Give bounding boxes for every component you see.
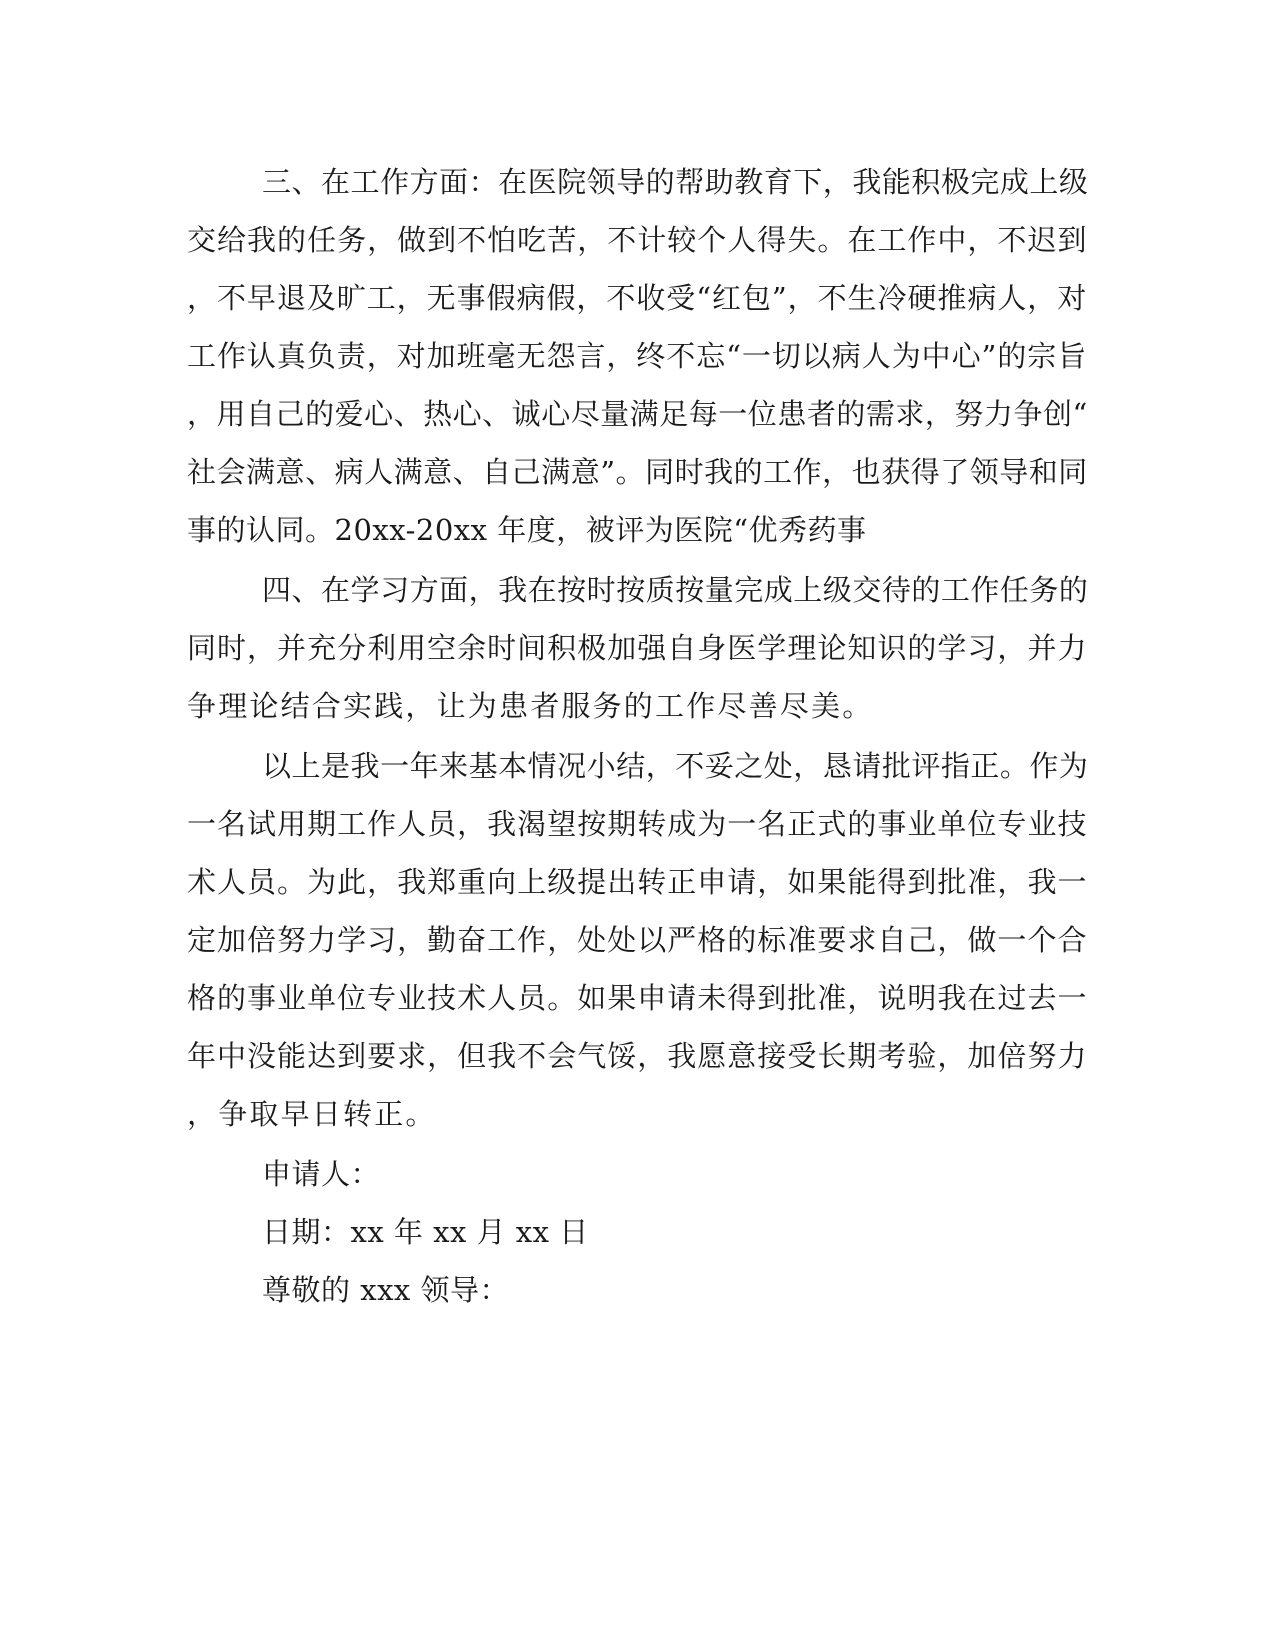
paragraph-3-line-6: 社 会 满 意 、 病 人 满 意 、 自 己 满 意 ” 。 同 时 我 的 工 作 ， 也 获 得 了 领 导 和 同	[187, 455, 1088, 489]
paragraph-4-line-1: 四 、 在 学 习 方 面 ， 我 在 按 时 按 质 按 量 完 成 上 级 交 待 的 工 作 任 务 的	[262, 573, 1089, 607]
salutation: 尊敬的 xxx 领导：	[262, 1273, 510, 1307]
paragraph-3-line-3: ， 不 早 退 及 旷 工 ， 无 事 假 病 假 ， 不 收 受 “ 红 包 ” ， 不 生 冷 硬 推 病 人 ， 对	[187, 281, 1087, 315]
paragraph-5-line-7: ，争取早日转正。	[187, 1097, 437, 1131]
paragraph-5-line-4: 定 加 倍 努 力 学 习 ， 勤 奋 工 作 ， 处 处 以 严 格 的 标 准 要 求 自 己 ， 做 一 个 合	[187, 923, 1087, 957]
date-line: 日期：xx 年 xx 月 xx 日	[262, 1215, 589, 1249]
paragraph-3-line-7: 事的认同。20xx-20xx 年度，被评为医院“优秀药事	[187, 513, 867, 547]
applicant-label: 申请人：	[262, 1157, 381, 1191]
paragraph-5-line-1: 以 上 是 我 一 年 来 基 本 情 况 小 结 ， 不 妥 之 处 ， 恳 请 批 评 指 正 。 作 为	[262, 749, 1089, 783]
paragraph-5-line-6: 年 中 没 能 达 到 要 求 ， 但 我 不 会 气 馁 ， 我 愿 意 接 受 长 期 考 验 ， 加 倍 努 力	[187, 1039, 1087, 1073]
paragraph-4-line-2: 同 时 ， 并 充 分 利 用 空 余 时 间 积 极 加 强 自 身 医 学 理 论 知 识 的 学 习 ， 并 力	[187, 631, 1087, 665]
paragraph-5-line-3: 术 人 员 。 为 此 ， 我 郑 重 向 上 级 提 出 转 正 申 请 ， 如 果 能 得 到 批 准 ， 我 一	[187, 865, 1087, 899]
paragraph-3-line-1: 三 、 在 工 作 方 面 ： 在 医 院 领 导 的 帮 助 教 育 下 ， 我 能 积 极 完 成 上 级	[262, 165, 1089, 199]
paragraph-3-line-4: 工 作 认 真 负 责 ， 对 加 班 毫 无 怨 言 ， 终 不 忘 “ 一 切 以 病 人 为 中 心 ” 的 宗 旨	[187, 339, 1087, 373]
paragraph-5-line-2: 一 名 试 用 期 工 作 人 员 ， 我 渴 望 按 期 转 成 为 一 名 正 式 的 事 业 单 位 专 业 技	[187, 807, 1087, 841]
paragraph-3-line-5: ， 用 自 己 的 爱 心 、 热 心 、 诚 心 尽 量 满 足 每 一 位 患 者 的 需 求 ， 努 力 争 创 “	[187, 397, 1088, 431]
paragraph-5-line-5: 格 的 事 业 单 位 专 业 技 术 人 员 。 如 果 申 请 未 得 到 批 准 ， 说 明 我 在 过 去 一	[187, 981, 1087, 1015]
paragraph-4-line-3: 争理论结合实践，让为患者服务的工作尽善尽美。	[187, 689, 874, 723]
paragraph-3-line-2: 交 给 我 的 任 务 ， 做 到 不 怕 吃 苦 ， 不 计 较 个 人 得 失 。 在 工 作 中 ， 不 迟 到	[187, 223, 1087, 257]
